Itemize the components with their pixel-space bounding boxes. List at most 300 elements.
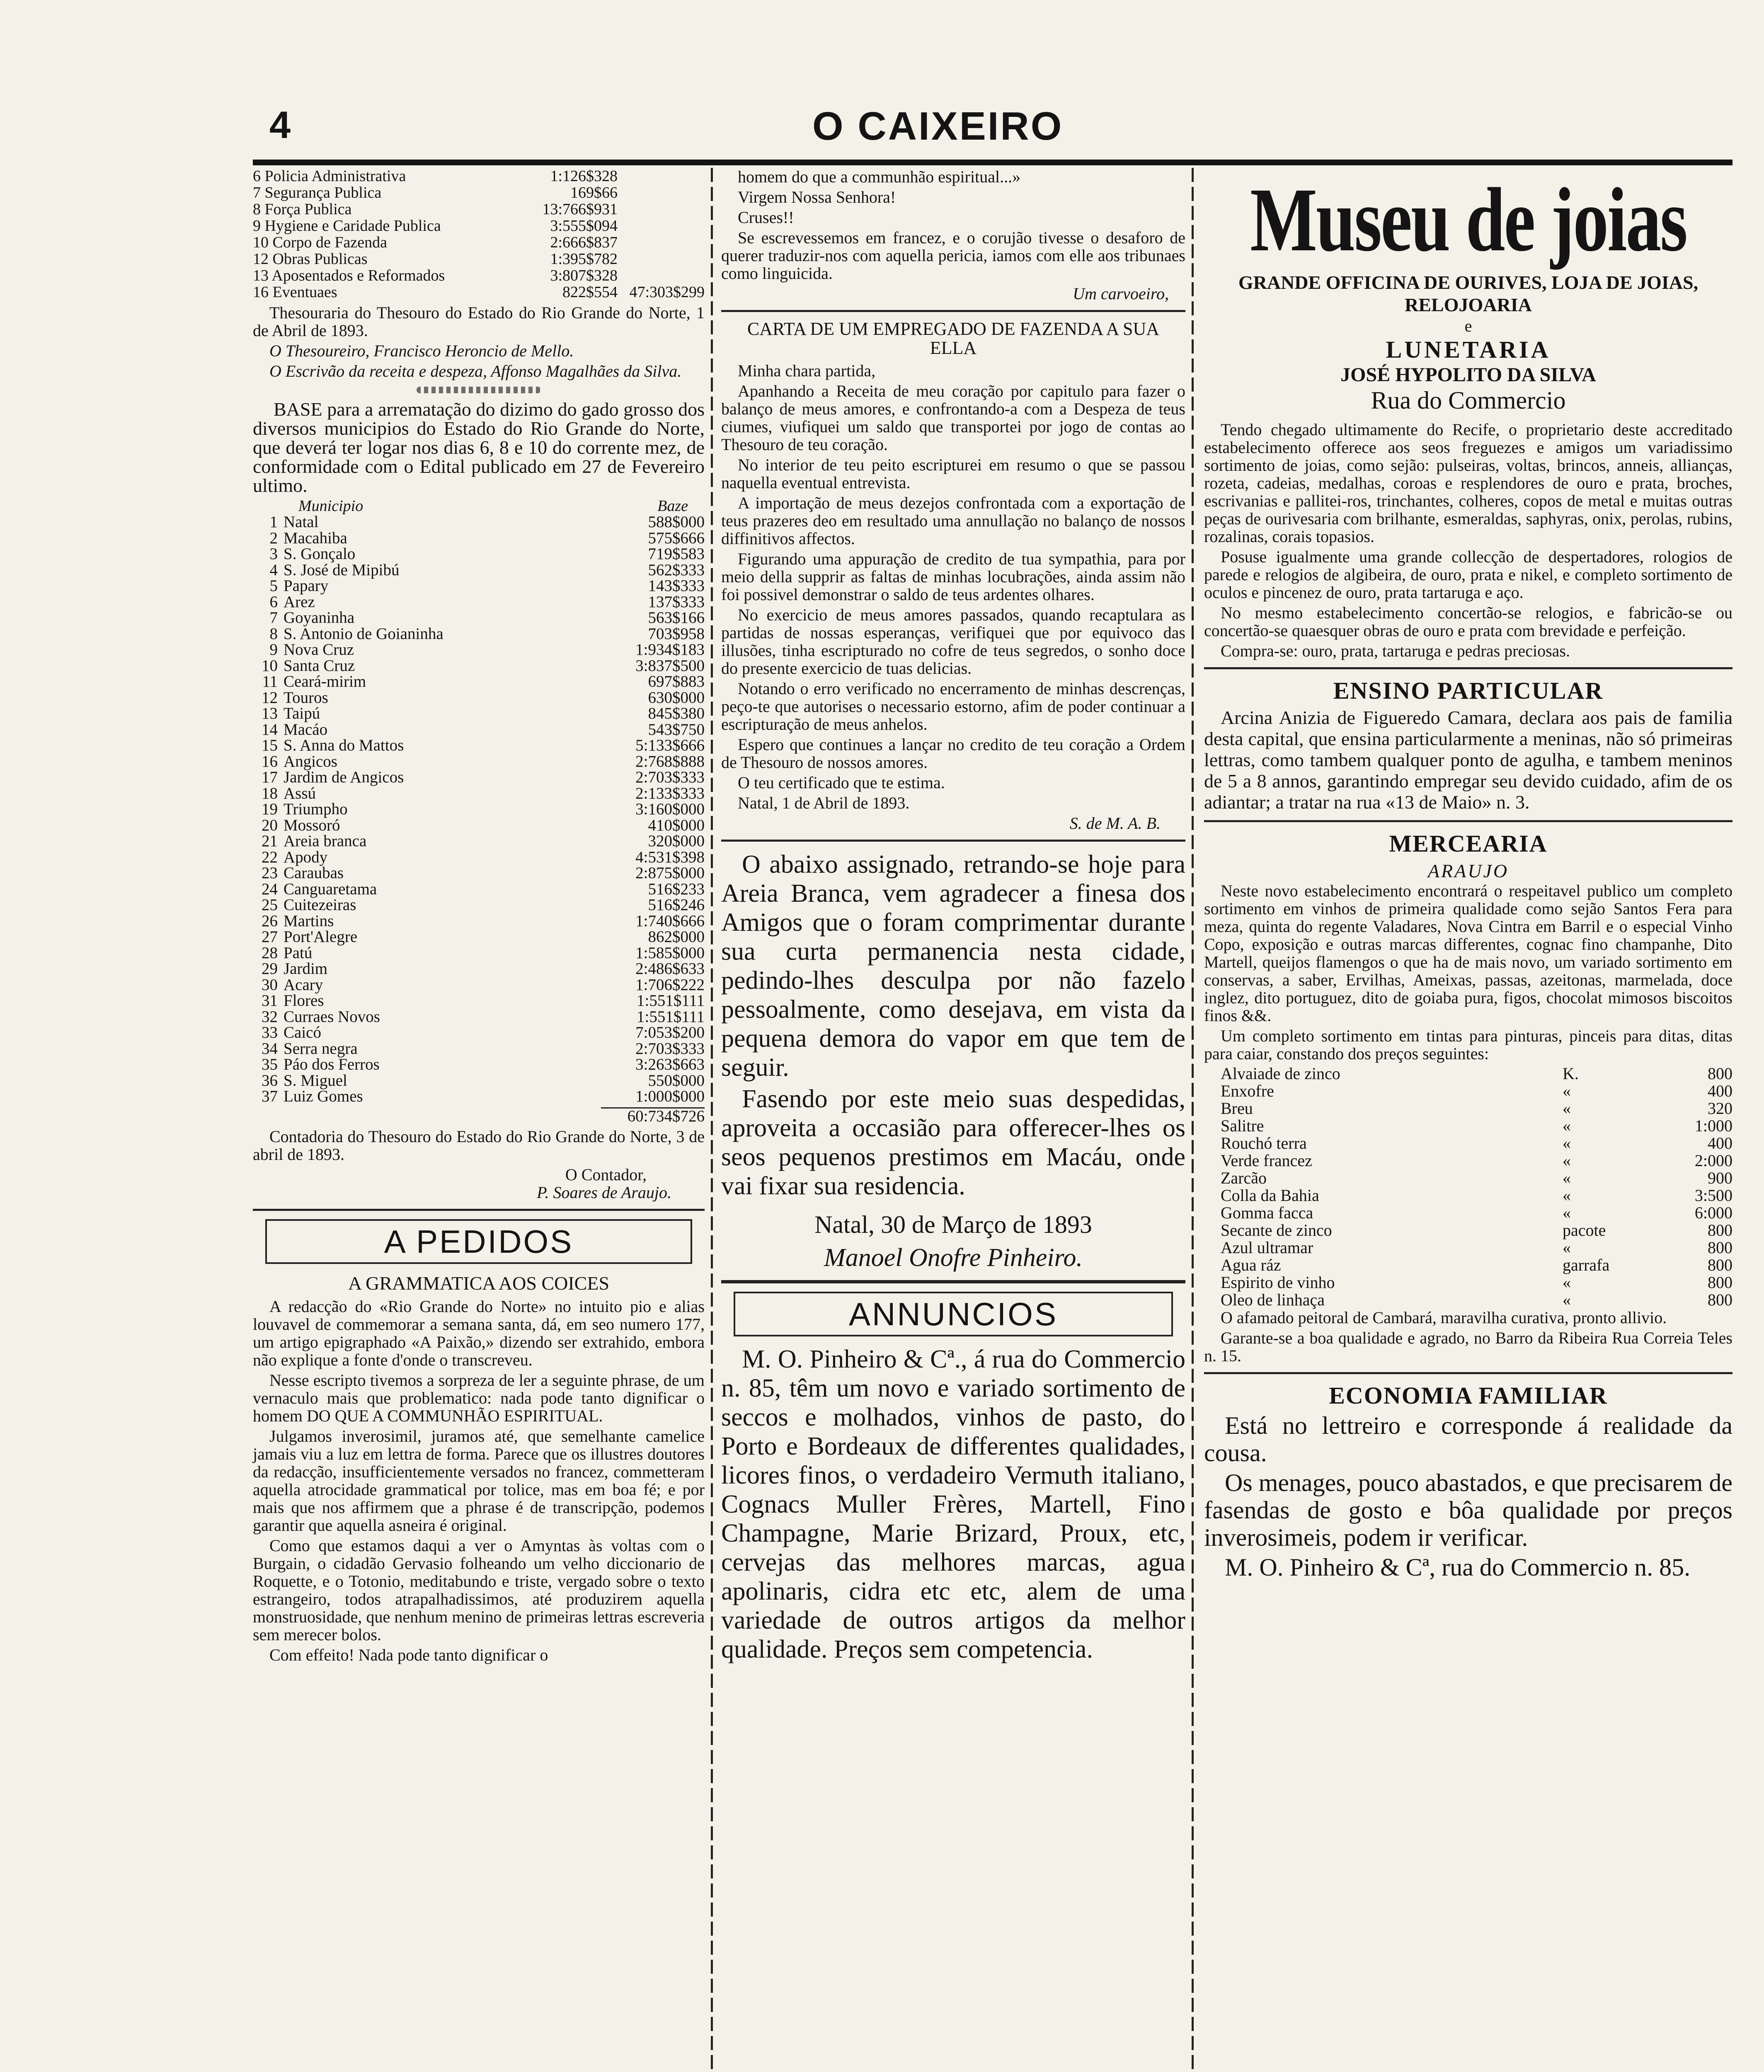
mercearia-title: MERCEARIA — [1389, 830, 1548, 857]
treasurer: O Thesoureiro, Francisco Heroncio de Mello. — [269, 341, 574, 360]
municipio-number: 31 — [262, 992, 278, 1009]
clerk: O Escrivão da receita e despeza, Affonso Magalhães da Silva. — [269, 362, 682, 380]
municipio-name: S. Gonçalo — [284, 545, 356, 563]
budget-row — [253, 201, 705, 218]
price-item: Gomma facca — [1221, 1203, 1313, 1222]
price-row — [1204, 1152, 1732, 1169]
municipio-row — [253, 1057, 705, 1073]
municipio-value: 5:133$666 — [635, 736, 705, 754]
municipio-name: Arez — [284, 593, 315, 611]
price-value: 400 — [1708, 1134, 1732, 1152]
municipio-name: Assú — [284, 784, 316, 802]
municipio-number: 32 — [262, 1007, 278, 1026]
municipio-name: Canguaretama — [284, 880, 377, 898]
municipio-number: 26 — [262, 912, 278, 930]
municipio-row — [253, 929, 705, 945]
price-item: Enxofre — [1221, 1082, 1274, 1100]
municipio-value: 1:934$183 — [635, 641, 705, 658]
carta-paragraph: A importação de meus dezejos confrontada com a exportação de teus prazeres deo em resultado uma annullação no balanço de nossos diffinitivos affectos. — [721, 494, 1185, 548]
municipio-row — [253, 754, 705, 770]
mercearia-after-paragraph: O afamado peitoral de Cambará, maravilha curativa, pronto allivio. — [1221, 1308, 1667, 1327]
divider-ornament — [417, 387, 541, 393]
divider — [1204, 667, 1732, 669]
carvoeiro-line: Cruses!! — [738, 208, 794, 227]
budget-total — [618, 201, 705, 218]
municipio-value: 3:160$000 — [635, 800, 705, 818]
price-unit: « — [1563, 1082, 1571, 1100]
economia-text — [1204, 1412, 1732, 1551]
municipio-number: 34 — [262, 1039, 278, 1058]
municipio-number: 9 — [269, 641, 278, 658]
grammatica-paragraph: Nesse escripto tivemos a sorpreza de ler a seguinte phrase, de um vernaculo mais que problematico: nada pode tanto dignificar o homem DO QUE A COMMUNHÃO ESPIRITUAL. — [253, 1371, 705, 1425]
base-header: Baze — [657, 497, 688, 515]
municipio-number: 21 — [262, 832, 278, 850]
budget-value: 3:807$328 — [550, 267, 618, 284]
price-row — [1204, 1274, 1732, 1291]
museu-text — [1204, 421, 1732, 660]
carta-paragraph: Minha chara partida, — [738, 361, 876, 380]
municipio-row — [253, 961, 705, 977]
municipio-row — [253, 1041, 705, 1057]
municipio-number: 17 — [262, 768, 278, 786]
municipio-name: Taipú — [284, 704, 320, 722]
municipio-number: 23 — [262, 864, 278, 882]
municipio-value: 7:053$200 — [635, 1024, 705, 1041]
municipio-row — [253, 546, 705, 562]
municipio-row — [253, 1025, 705, 1041]
municipio-value: 2:875$000 — [635, 864, 705, 882]
annuncio-text: M. O. Pinheiro & Cª., á rua do Commercio n. 85, têm um novo e variado sortimento de seccos e molhados, vinhos de pasto, do Porto e Bordeaux de differentes qualidades, licores finos, o verdadeiro Vermuth italiano, Cognacs Muller Frères, Martell, Fino Champagne, Marie Brizard, Proux, etc, cervejas das melhores marcas, agua apolinaris, cidra etc etc, alem de uma variedade de outros artigos da melhor qualidade. Preços sem competencia. — [721, 1345, 1185, 1663]
municipio-name: Caraubas — [284, 864, 344, 882]
grammatica-paragraph: Com effeito! Nada pode tanto dignificar o — [269, 1646, 548, 1664]
municipio-number: 7 — [269, 609, 278, 627]
budget-label: 12 Obras Publicas — [253, 251, 368, 267]
municipio-name: Papary — [284, 577, 329, 595]
price-value: 800 — [1708, 1256, 1732, 1274]
price-unit: « — [1563, 1151, 1571, 1170]
carta-paragraph: Notando o erro verificado no encerramento de minhas descrenças, peço-te que autorises o necessario estorno, afim de poder continuar a escripturação de meus anhelos. — [721, 679, 1185, 733]
municipio-name: Serra negra — [284, 1039, 358, 1058]
price-value: 3:500 — [1694, 1186, 1732, 1205]
municipio-name: Acary — [284, 975, 323, 994]
municipio-header: Municipio — [298, 497, 363, 515]
price-value: 400 — [1708, 1082, 1732, 1100]
budget-label: 7 Segurança Publica — [253, 184, 382, 201]
apedidos-title: A PEDIDOS — [265, 1219, 692, 1264]
price-row — [1204, 1135, 1732, 1152]
municipio-row — [253, 993, 705, 1009]
price-item: Salitre — [1221, 1116, 1264, 1135]
budget-total — [618, 234, 705, 251]
municipio-value: 1:585$000 — [635, 944, 705, 962]
municipio-number: 28 — [262, 944, 278, 962]
price-row — [1204, 1256, 1732, 1274]
budget-row — [253, 267, 705, 284]
municipio-number: 33 — [262, 1024, 278, 1041]
municipio-number: 29 — [262, 960, 278, 978]
municipio-name: Caicó — [284, 1024, 321, 1041]
municipio-number: 22 — [262, 848, 278, 866]
budget-label: 13 Aposentados e Reformados — [253, 267, 445, 284]
municipio-name: Ceará-mirim — [284, 673, 366, 690]
municipio-name: Mossoró — [284, 816, 340, 834]
onofre-paragraph: O abaixo assignado, retrando-se hoje para Areia Branca, vem agradecer a finesa dos Amigos que o foram comprimentar durante sua curta permanencia nesta cidade, pedindo-lhes desculpa por não fazelo pessoalmente, como desejava, em vista da pequena demora do vapor em que tem de seguir. — [721, 850, 1185, 1082]
price-item: Verde francez — [1221, 1151, 1312, 1170]
masthead: O CAIXEIRO — [812, 104, 1064, 148]
municipio-name: Martins — [284, 912, 334, 930]
municipio-row — [253, 850, 705, 866]
municipio-name: Jardim — [284, 960, 328, 978]
header-rule — [253, 160, 1732, 165]
municipio-number: 35 — [262, 1055, 278, 1073]
budget-total: 47:303$299 — [629, 283, 705, 301]
municipio-name: S. Antonio de Goianinha — [284, 625, 443, 643]
municipio-row — [253, 897, 705, 913]
municipio-name: Jardim de Angicos — [284, 768, 404, 786]
municipio-row — [253, 977, 705, 993]
budget-value: 822$554 — [562, 283, 618, 301]
price-row — [1204, 1117, 1732, 1135]
price-row — [1204, 1082, 1732, 1100]
budget-label: 16 Eventuaes — [253, 284, 337, 300]
price-list — [1204, 1065, 1732, 1309]
municipio-number: 27 — [262, 928, 278, 946]
museu-paragraph: No mesmo estabelecimento concertão-se relogios, e fabricão-se ou concertão-se quaesquer obras de ouro e prata com brevidade e perfeição. — [1204, 603, 1732, 640]
municipio-value: 630$000 — [648, 688, 705, 707]
municipio-value: 143$333 — [648, 577, 705, 595]
owner: JOSÉ HYPOLITO DA SILVA — [1340, 364, 1596, 386]
municipio-name: Touros — [284, 688, 328, 707]
budget-label: 9 Hygiene e Caridade Publica — [253, 218, 441, 234]
municipio-number: 14 — [262, 720, 278, 738]
municipio-total: 60:734$726 — [601, 1107, 705, 1125]
municipio-number: 12 — [262, 688, 278, 707]
municipio-name: Santa Cruz — [284, 656, 355, 675]
municipio-value: 2:703$333 — [635, 768, 705, 786]
municipio-value: 1:000$000 — [635, 1087, 705, 1105]
grammatica-article — [253, 1297, 705, 1664]
municipio-row — [253, 770, 705, 786]
museu-paragraph: Tendo chegado ultimamente do Recife, o proprietario deste accreditado estabelecimento offerece aos seos freguezes e amigos um variadissimo sortimento de joias, como sejão: pulseiras, voltas, brincos, anneis, allianças, rozeta, cadeias, medalhas, coroas e resplendores de ouro e prata, broches, escrivanias e pallitei-ros, trinchantes, colheres, copos de metal e muitas outras peças de ourivesaria com brilhante, esmeraldas, saphyras, onix, perolas, rubins, rozalinas, corais topasios. — [1204, 420, 1732, 546]
price-unit: « — [1563, 1238, 1571, 1257]
budget-total — [618, 184, 705, 201]
municipio-value: 3:263$663 — [635, 1055, 705, 1073]
municipio-row — [253, 642, 705, 658]
mercearia-after — [1204, 1309, 1732, 1365]
municipio-number: 25 — [262, 896, 278, 914]
budget-value: 1:395$782 — [550, 250, 618, 268]
municipio-row — [253, 1009, 705, 1025]
budget-row — [253, 234, 705, 251]
budget-row — [253, 168, 705, 184]
price-item: Azul ultramar — [1221, 1238, 1313, 1257]
museu-paragraph: Posuse igualmente uma grande collecção de despertadores, rologios de parede e relogios de algibeira, de ouro, prata e nikel, e completo sortimento de oculos e pincenez de ouro, prata tartaruga e aço. — [1204, 547, 1732, 602]
municipio-row — [253, 722, 705, 738]
column-right — [1204, 168, 1732, 1583]
municipio-name: Flores — [284, 992, 324, 1009]
price-row — [1204, 1239, 1732, 1256]
municipio-value: 1:740$666 — [635, 912, 705, 930]
carvoeiro-signature: Um carvoeiro, — [1073, 284, 1169, 303]
price-value: 800 — [1708, 1221, 1732, 1239]
budget-value: 1:126$328 — [550, 167, 618, 185]
price-item: Zarcão — [1221, 1169, 1267, 1187]
municipio-number: 19 — [262, 800, 278, 818]
base-text: BASE para a arrematação do dizimo do gado grosso dos diversos municipios do Estado do Rio Grande do Norte, que deverá ter logar nos dias 6, 8 e 10 do corrente mez, de conformidade com o Edital publicado em 27 de Fevereiro ultimo. — [253, 399, 705, 496]
museu-title: Museu de joias — [1250, 169, 1686, 270]
price-value: 2:000 — [1694, 1151, 1732, 1170]
price-row — [1204, 1204, 1732, 1222]
municipio-name: Curraes Novos — [284, 1007, 380, 1026]
municipio-row — [253, 594, 705, 610]
budget-total — [618, 168, 705, 184]
municipio-row — [253, 658, 705, 674]
municipio-name: Port'Alegre — [284, 928, 358, 946]
municipio-row — [253, 530, 705, 547]
municipio-table-head — [253, 498, 705, 514]
municipio-row — [253, 1089, 705, 1105]
municipio-value: 703$958 — [648, 625, 705, 643]
municipio-row — [253, 514, 705, 530]
grammatica-paragraph: Julgamos inverosimil, juramos até, que semelhante camelice jamais viu a luz em lettra de forma. Parece que os illustres doutores da redacção, insufficientemente versados no francez, commetteram aquella atrocidade grammatical por tolice, mas em boa fé; e por mais que nos affirmem que a phrase é de transcripção, podemos garantir que aquella asneira é original. — [253, 1427, 705, 1535]
mercearia-paragraph: Neste novo estabelecimento encontrará o respeitavel publico um completo sortimento em vinhos de primeira qualidade como sejão Santos Fera para meza, quinta do regente Valadares, Nova Cintra em Barril e o especial Vinho Copo, exposição e outras marcas differentes, cognac fino champanhe, Dito Martell, queijos flamengos o que ha de mais novo, um variado sortimento em conservas, a saber, Ervilhas, Ameixas, passas, azeitonas, marmelada, doce inglez, dito portuguez, dito de goiaba pura, figos, chocolat mimosos biscoitos finos &&. — [1204, 881, 1732, 1025]
mercearia-after-paragraph: Garante-se a boa qualidade e agrado, no Barro da Ribeira Rua Correia Teles n. 15. — [1204, 1329, 1732, 1365]
municipio-value: 2:486$633 — [635, 960, 705, 978]
municipio-number: 1 — [269, 513, 278, 531]
municipio-value: 410$000 — [648, 816, 705, 834]
onofre-date: Natal, 30 de Março de 1893 — [814, 1211, 1092, 1238]
price-row — [1204, 1291, 1732, 1309]
price-item: Secante de zinco — [1221, 1221, 1332, 1239]
carvoeiro-line: homem do que a communhão espiritual...» — [738, 167, 1021, 186]
carta-paragraph: Apanhando a Receita de meu coração por capitulo para fazer o balanço de meus amores, e confrontando-a com a Despeza de teus ciumes, viufiquei um saldo que transportei por jogo de contas ao Thesouro de teu coração. — [721, 382, 1185, 454]
budget-label: 8 Força Publica — [253, 201, 352, 218]
municipio-value: 697$883 — [648, 673, 705, 690]
price-value: 800 — [1708, 1064, 1732, 1083]
budget-total — [618, 251, 705, 267]
carta-paragraph: No exercicio de meus amores passados, quando recaptulara as partidas de nossas esperanças, verifiquei que por equivoco das illusões, tinha escripturado no cofre de teus segredos, o sonho doce do presente exercicio de tuas delicias. — [721, 605, 1185, 678]
museu-e: e — [1464, 317, 1472, 335]
price-unit: « — [1563, 1186, 1571, 1205]
municipio-number: 6 — [269, 593, 278, 611]
budget-row — [253, 218, 705, 234]
carvoeiro-letter — [721, 168, 1185, 282]
budget-label: 10 Corpo de Fazenda — [253, 234, 387, 251]
municipio-number: 8 — [269, 625, 278, 643]
price-item: Breu — [1221, 1099, 1253, 1118]
budget-total — [618, 218, 705, 234]
price-item: Colla da Bahia — [1221, 1186, 1319, 1205]
municipio-value: 2:133$333 — [635, 784, 705, 802]
municipio-number: 13 — [262, 704, 278, 722]
divider — [721, 1280, 1185, 1283]
price-unit: « — [1563, 1099, 1571, 1118]
municipio-value: 862$000 — [648, 928, 705, 946]
price-unit: pacote — [1563, 1221, 1606, 1239]
budget-value: 2:666$837 — [550, 234, 618, 251]
municipio-number: 24 — [262, 880, 278, 898]
municipio-value: 3:837$500 — [635, 656, 705, 675]
municipio-number: 36 — [262, 1071, 278, 1089]
price-value: 320 — [1708, 1099, 1732, 1118]
onofre-signature: Manoel Onofre Pinheiro. — [824, 1244, 1083, 1272]
municipio-name: Luiz Gomes — [284, 1087, 363, 1105]
museu-paragraph: Compra-se: ouro, prata, tartaruga e pedras preciosas. — [1221, 641, 1570, 660]
municipio-value: 550$000 — [648, 1071, 705, 1089]
column-center — [721, 168, 1185, 1666]
municipio-value: 719$583 — [648, 545, 705, 563]
economia-paragraph: Os menages, pouco abastados, e que precisarem de fasendas de gosto e bôa qualidade por preços inverosimeis, podem ir verificar. — [1204, 1469, 1732, 1551]
street: Rua do Commercio — [1371, 387, 1566, 414]
price-value: 900 — [1708, 1169, 1732, 1187]
municipio-name: Apody — [284, 848, 328, 866]
budget-value: 169$66 — [570, 184, 618, 201]
municipio-name: S. Anna do Mattos — [284, 736, 404, 754]
divider — [721, 310, 1185, 312]
municipio-value: 562$333 — [648, 561, 705, 579]
mercearia-paragraph: Um completo sortimento em tintas para pinturas, pinceis para ditas, ditas para caiar, constando dos preços seguintes: — [1204, 1026, 1732, 1063]
divider — [1204, 1372, 1732, 1374]
municipio-name: Cuitezeiras — [284, 896, 356, 914]
budget-value: 13:766$931 — [542, 201, 618, 218]
price-unit: garrafa — [1563, 1256, 1610, 1274]
budget-label: 6 Policia Administrativa — [253, 168, 406, 184]
municipio-row — [253, 786, 705, 802]
price-item: Oleo de linhaça — [1221, 1290, 1325, 1309]
treasury-note: Thesouraria do Thesouro do Estado do Rio Grande do Norte, 1 de Abril de 1893. — [253, 303, 705, 340]
price-value: 1:000 — [1694, 1116, 1732, 1135]
municipio-row — [253, 865, 705, 881]
carta-title: CARTA DE UM EMPREGADO DE FAZENDA A SUA ELLA — [747, 319, 1160, 358]
municipio-row — [253, 801, 705, 818]
carvoeiro-line: Virgem Nossa Senhora! — [738, 188, 896, 206]
municipio-row — [253, 833, 705, 850]
page-number: 4 — [269, 104, 291, 146]
municipio-value: 2:703$333 — [635, 1039, 705, 1058]
municipio-number: 3 — [269, 545, 278, 563]
economia-title: ECONOMIA FAMILIAR — [1329, 1382, 1608, 1409]
carta-paragraph: Espero que continues a lançar no credito de teu coração a Ordem de Thesouro de nossos amores. — [721, 735, 1185, 772]
price-row — [1204, 1065, 1732, 1082]
price-unit: « — [1563, 1290, 1571, 1309]
ensino-text: Arcina Anizia de Figueredo Camara, declara aos pais de familia desta capital, que ensina particularmente a meninas, não só primeiras lettras, como tambem qualquer ponto de agulha, e tambem meninos de 5 a 8 annos, garantindo empregar seu devido cuidado, afim de os adiantar; a tratar na rua «13 de Maio» n. 3. — [1204, 707, 1732, 813]
price-row — [1204, 1187, 1732, 1204]
price-value: 6:000 — [1694, 1203, 1732, 1222]
grammatica-paragraph: A redacção do «Rio Grande do Norte» no intuito pio e alias louvavel de commemorar a semana santa, dá, em seo numero 177, um artigo epigraphado «A Paixão,» dizendo ser extrahido, embora não explique a fonte d'onde o transcreveu. — [253, 1297, 705, 1369]
carta-paragraph: O teu certificado que te estima. — [738, 773, 945, 792]
municipio-number: 20 — [262, 816, 278, 834]
municipio-value: 516$233 — [648, 880, 705, 898]
municipio-row — [253, 1073, 705, 1089]
price-row — [1204, 1222, 1732, 1239]
carvoeiro-line: Se escrevessemos em francez, e o corujão tivesse o desaforo de querer traduzir-nos com aquella pericia, iamos com elle aos tribunaes como linguicida. — [721, 228, 1185, 283]
municipio-value: 4:531$398 — [635, 848, 705, 866]
price-unit: « — [1563, 1134, 1571, 1152]
municipio-number: 5 — [269, 577, 278, 595]
price-row — [1204, 1169, 1732, 1187]
divider — [721, 840, 1185, 842]
budget-row — [253, 284, 705, 300]
municipio-value: 2:768$888 — [635, 752, 705, 770]
municipio-number: 15 — [262, 736, 278, 754]
municipio-row — [253, 690, 705, 706]
municipio-row — [253, 674, 705, 690]
municipio-number: 2 — [269, 529, 278, 547]
column-divider — [711, 168, 713, 2072]
price-unit: « — [1563, 1273, 1571, 1292]
contador-name: P. Soares de Araujo. — [537, 1183, 671, 1202]
column-divider — [1192, 168, 1194, 2072]
municipio-row — [253, 706, 705, 722]
municipio-name: Areia branca — [284, 832, 367, 850]
onofre-notice — [721, 850, 1185, 1201]
municipio-name: Nova Cruz — [284, 641, 354, 658]
price-unit: « — [1563, 1116, 1571, 1135]
municipio-name: Goyaninha — [284, 609, 355, 627]
mercearia-subtitle: ARAUJO — [1427, 860, 1509, 881]
carta-paragraph: Natal, 1 de Abril de 1893. — [738, 794, 910, 812]
museu-subtitle: GRANDE OFFICINA DE OURIVES, LOJA DE JOIAS, RELOJOARIA — [1238, 272, 1699, 315]
price-item: Alvaiade de zinco — [1221, 1064, 1340, 1083]
divider — [1204, 820, 1732, 822]
price-item: Rouchó terra — [1221, 1134, 1307, 1152]
onofre-paragraph: Fasendo por este meio suas despedidas, aproveita a occasião para offerecer-lhes os seos pequenos prestimos em Macáu, onde vai fixar sua residencia. — [721, 1085, 1185, 1200]
ensino-title: ENSINO PARTICULAR — [1333, 677, 1604, 704]
price-item: Agua ráz — [1221, 1256, 1281, 1274]
municipio-name: Patú — [284, 944, 313, 962]
municipio-row — [253, 913, 705, 929]
contadoria: Contadoria do Thesouro do Estado do Rio Grande do Norte, 3 de abril de 1893. — [253, 1127, 705, 1164]
municipio-number: 11 — [262, 673, 278, 690]
price-value: 800 — [1708, 1273, 1732, 1292]
municipio-row — [253, 818, 705, 834]
municipio-name: Triumpho — [284, 800, 348, 818]
municipio-name: Páo dos Ferros — [284, 1055, 380, 1073]
divider — [253, 1209, 705, 1211]
grammatica-paragraph: Como que estamos daqui a ver o Amyntas às voltas com o Burgain, o cidadão Gervasio folheando um velho diccionario de Roquette, e o Totonio, meditabundo e triste, vergado sobre o texto estrangeiro, todos atrapalhadissimos, até produzirem aquella monstruosidade, que nenhum menino de primeiras lettras escreveria sem merecer bolos. — [253, 1536, 705, 1644]
municipio-name: S. José de Mipibú — [284, 561, 400, 579]
budget-row — [253, 251, 705, 267]
carta-paragraph: Figurando uma appuração de credito de tua sympathia, para por meio della supprir as faltas de minhas locubrações, ainda assim não foi possivel demonstrar o saldo de teus ardentes olhares. — [721, 549, 1185, 604]
municipio-row — [253, 881, 705, 898]
price-unit: « — [1563, 1203, 1571, 1222]
grammatica-title: A GRAMMATICA AOS COICES — [348, 1273, 610, 1294]
budget-row — [253, 184, 705, 201]
municipio-number: 18 — [262, 784, 278, 802]
municipio-name: Natal — [284, 513, 319, 531]
municipio-name: Macáo — [284, 720, 328, 738]
municipio-number: 10 — [262, 656, 278, 675]
municipio-row — [253, 562, 705, 579]
municipio-number: 30 — [262, 975, 278, 994]
municipio-value: 588$000 — [648, 513, 705, 531]
municipio-value: 845$380 — [648, 704, 705, 722]
budget-table — [253, 168, 705, 300]
municipio-value: 137$333 — [648, 593, 705, 611]
economia-paragraph: Está no lettreiro e corresponde á realidade da cousa. — [1204, 1412, 1732, 1467]
municipio-value: 1:551$111 — [637, 992, 705, 1009]
annuncios-title: ANNUNCIOS — [734, 1292, 1173, 1336]
contador-title: O Contador, — [565, 1165, 647, 1184]
municipio-value: 1:706$222 — [635, 975, 705, 994]
price-value: 800 — [1708, 1238, 1732, 1257]
municipio-value: 575$666 — [648, 529, 705, 547]
municipio-value: 320$000 — [648, 832, 705, 850]
municipio-row — [253, 610, 705, 626]
municipio-row — [253, 626, 705, 642]
municipio-value: 563$166 — [648, 609, 705, 627]
municipio-name: Angicos — [284, 752, 337, 770]
